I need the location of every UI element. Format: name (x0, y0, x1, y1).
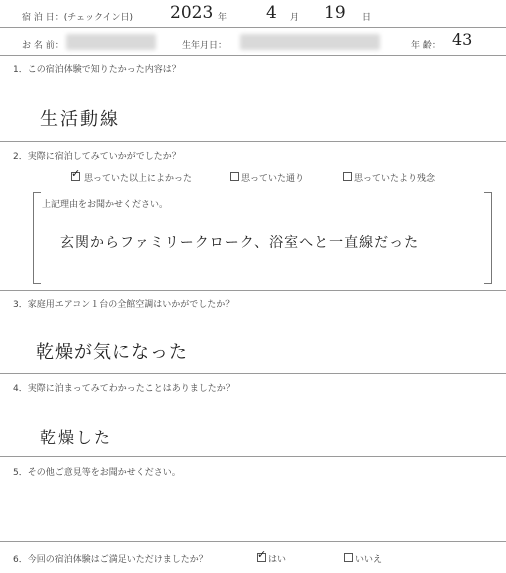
day-value: 19 (324, 3, 346, 23)
q3-divider (0, 373, 506, 374)
age-label: 年 齢： (411, 41, 441, 51)
checkmark-icon: ✓ (257, 548, 267, 561)
q6-option-no-label: いいえ (355, 555, 383, 565)
q5-divider (0, 541, 506, 542)
month-unit: 月 (290, 13, 300, 23)
name-label: お 名 前： (22, 41, 64, 51)
q2-option-3-label: 思っていたより残念 (354, 174, 436, 184)
birth-label: 生年月日： (182, 41, 228, 51)
q2-option-2-checkbox[interactable] (230, 172, 239, 181)
q1-divider (0, 141, 506, 142)
year-value: 2023 (170, 3, 214, 23)
year-unit: 年 (218, 13, 228, 23)
q4-answer: 乾燥した (40, 428, 113, 447)
age-value: 43 (452, 30, 473, 49)
q2-option-3-checkbox[interactable] (343, 172, 352, 181)
stay-date-label: 宿 泊 日：(チェックイン日) (22, 13, 134, 23)
q2-option-2-label: 思っていた通り (241, 174, 305, 184)
q2-reason-label: 上記理由をお聞かせください。 (42, 200, 169, 210)
q2-option-1-label: 思っていた以上によかった (84, 174, 193, 184)
q6-option-yes-label: はい (268, 555, 287, 565)
q6-question: 6．今回の宿泊体験はご満足いただけましたか？ (13, 555, 208, 565)
redacted-birthdate (240, 34, 380, 50)
header-divider-1 (0, 27, 506, 28)
month-value: 4 (266, 3, 277, 23)
redacted-name (66, 34, 156, 50)
q4-divider (0, 456, 506, 457)
day-unit: 日 (362, 13, 372, 23)
reason-bracket-right (484, 192, 492, 284)
q3-answer: 乾燥が気になった (36, 342, 188, 363)
checkmark-icon: ✓ (71, 167, 81, 180)
q3-question: 3．家庭用エアコン１台の全館空調はいかがでしたか？ (13, 300, 235, 310)
q5-question: 5．その他ご意見等をお聞かせください。 (13, 468, 181, 478)
q4-question: 4．実際に泊まってみてわかったことはありましたか？ (13, 384, 235, 394)
q2-divider (0, 290, 506, 291)
reason-bracket-left (33, 192, 41, 284)
header-divider-2 (0, 55, 506, 56)
q2-reason-answer: 玄関からファミリークローク、浴室へと一直線だった (60, 235, 420, 251)
q2-question: 2．実際に宿泊してみていかがでしたか？ (13, 152, 181, 162)
q6-option-no-checkbox[interactable] (344, 553, 353, 562)
q1-question: 1．この宿泊体験で知りたかった内容は？ (13, 65, 181, 75)
q1-answer: 生活動線 (40, 109, 120, 130)
